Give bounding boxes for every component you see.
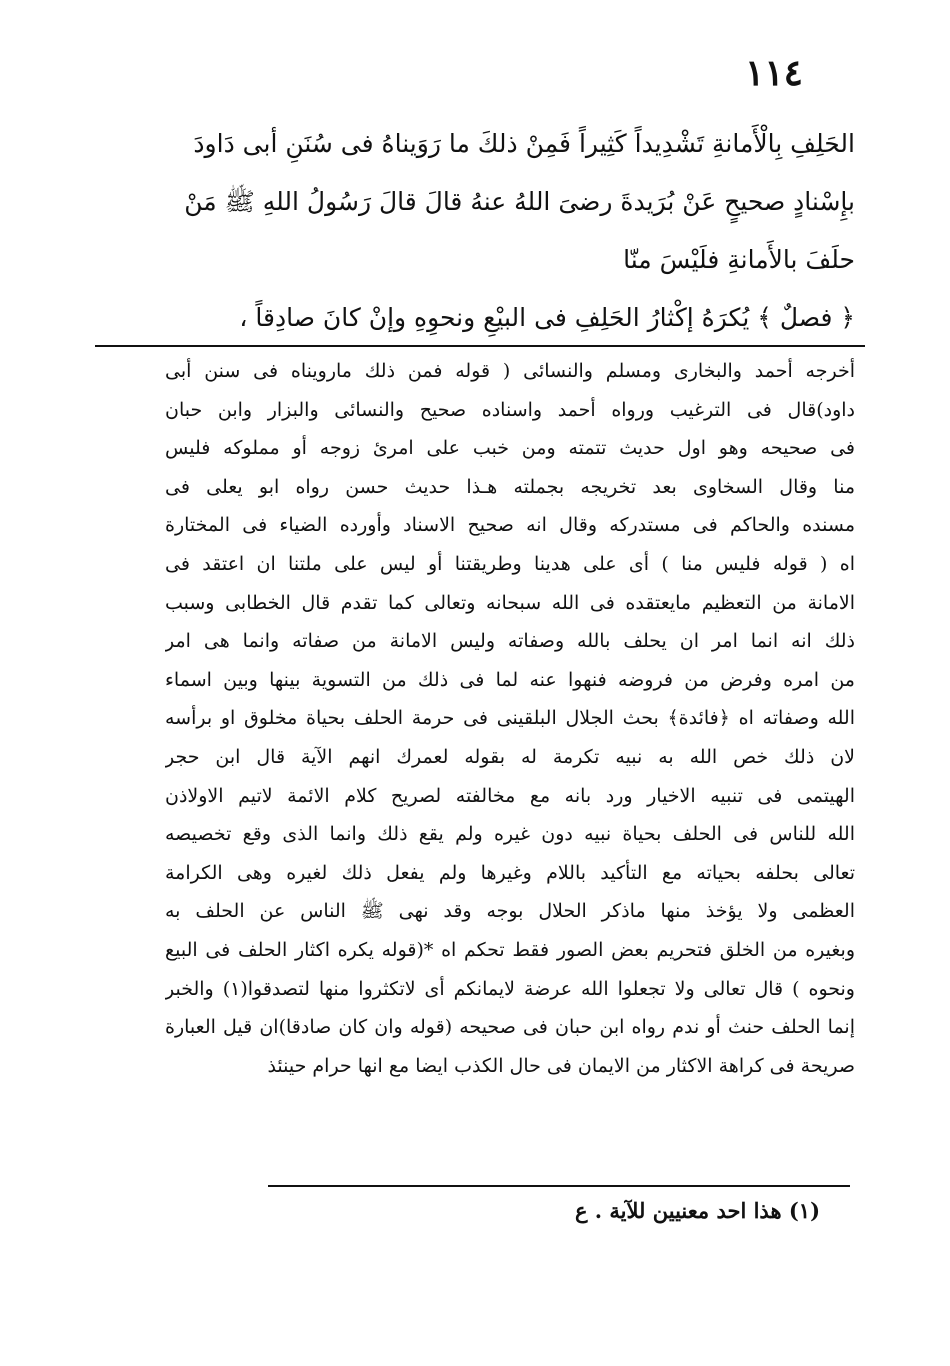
commentary-line: الامانة من التعظيم مايعتقده فى الله سبحانه وتعالى كما تقدم قال الخطابى وسبب bbox=[165, 591, 855, 614]
commentary-line: فى صحيحه وهو اول حديث تتمته ومن خبب على امرئ زوجه أو مملوكه فليس bbox=[165, 437, 855, 460]
commentary-line: منا وقال السخاوى بعد تخريجه بجملته هـذا حديث حسن رواه ابو يعلى فى bbox=[165, 475, 855, 498]
commentary-line: الله للناس فى الحلف بحياة نبيه دون غيره ولم يقع ذلك وانما الذى وقع تخصيصه bbox=[165, 823, 855, 846]
footnote: (١) هذا احد معنيين للآية . ع bbox=[574, 1198, 820, 1223]
commentary-line: الله وصفاته اه ﴿فائدة﴾ بحث الجلال البلقينى فى حرمة الحلف بحياة مخلوق او برأسه bbox=[165, 707, 855, 730]
commentary-line: لان ذلك خص الله به نبيه تكرمة له بقوله لعمرك انهم الآية قال ابن حجر bbox=[165, 745, 855, 768]
commentary-line: أخرجه أحمد والبخارى ومسلم والنسائى ( قوله فمن ذلك مارويناه فى سنن أبى bbox=[165, 360, 855, 382]
commentary-line: مسنده والحاكم فى مستدركه وقال انه صحيح الاسناد وأورده الضياء فى المختارة bbox=[165, 514, 855, 537]
commentary-line: وبغيره من الخلق فتحريم بعض الصور فقط تحكم اه *(قوله يكره اكثار الحلف فى البيع bbox=[165, 938, 855, 961]
section-heading-line: ﴿ فصلٌ ﴾ يُكرَهُ إكْثارُ الحَلِفِ فى البيْعِ ونحوِهِ وإنْ كانَ صادِقاً ، bbox=[239, 303, 855, 332]
main-text-block bbox=[165, 115, 855, 347]
commentary-line: من امره وفرض من فروضه فنهوا عنه لما فى ذلك من التسوية بينها وبين اسماء bbox=[165, 668, 855, 691]
commentary-line: ونحوه ) قال تعالى ولا تجعلوا الله عرضة لايمانكم أى لاتكثروا منها لتصدقوا(١) والخبر bbox=[165, 977, 855, 1000]
commentary-line: اه ( قوله فليس منا ) أى على هدينا وطريقتنا أو ليس على ملتنا ان اعتقد فى bbox=[165, 552, 855, 575]
commentary-line: إنما الحلف حنث أو ندم رواه ابن حبان فى صحيحه (قوله وان كان صادقا)ان قيل العبارة bbox=[165, 1016, 855, 1039]
top-divider bbox=[95, 345, 865, 347]
commentary-line: صريحة فى كراهة الاكثار من الايمان فى حال الكذب ايضا مع انها حرام حينئذ bbox=[267, 1054, 855, 1077]
main-text-line: بإِسْنادٍ صحيحٍ عَنْ بُرَيدةَ رضىَ اللهُ عنهُ قالَ قالَ رَسُولُ اللهِ ﷺ مَنْ bbox=[184, 187, 855, 216]
commentary-line: ذلك انه انما امر ان يحلف بالله وصفاته وليس الامانة من صفاته وانما هى امر bbox=[165, 630, 855, 653]
main-text-line: الحَلِفِ بِالْأَمانةِ تَشْدِيداً كَثِيراً فَمِنْ ذلكَ ما رَوَيناهُ فى سُنَنِ أبى دَاودَ bbox=[193, 129, 855, 158]
commentary-line: العظمى ولا يؤخذ منها ماذكر الحلال بوجه وقد نهى ﷺ الناس عن الحلف به bbox=[165, 900, 855, 923]
commentary-line: داود)قال فى الترغيب ورواه أحمد واسناده صحيح والنسائى والبزار وابن حبان bbox=[165, 398, 855, 421]
footnote-divider bbox=[268, 1185, 850, 1187]
main-text-line: حلَفَ بالأَمانةِ فلَيْسَ منّا bbox=[623, 245, 855, 274]
commentary-block bbox=[165, 352, 855, 1085]
commentary-line: الهيتمى فى تنبيه الاخيار ورد بانه مع مخالفته لصريح كلام الائمة لاتيم الاولاذن bbox=[165, 784, 855, 807]
commentary-line: تعالى بحلفه بحياته مع التأكيد باللام وغيرها ولم يفعل ذلك لغيره وهى الكرامة bbox=[165, 861, 855, 884]
page-number: ١١٤ bbox=[745, 52, 804, 94]
